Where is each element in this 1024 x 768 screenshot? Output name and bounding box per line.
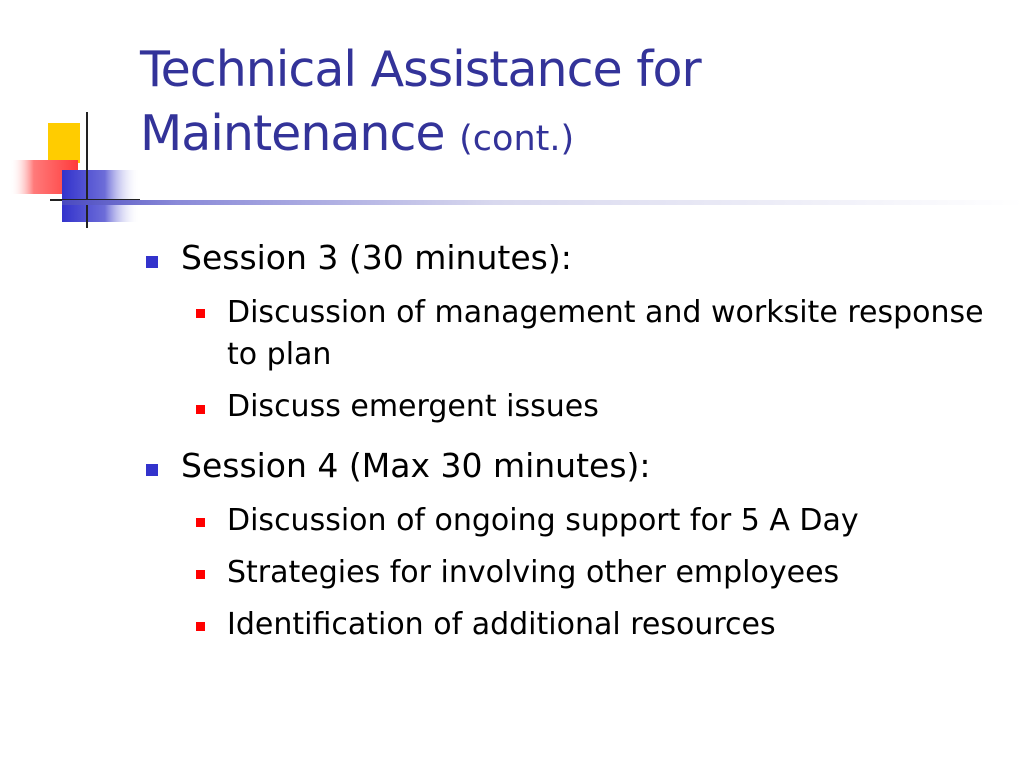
bullet-square-red [196, 622, 205, 631]
bullet-square-red [196, 309, 205, 318]
bullet-level2: Discuss emergent issues [227, 389, 599, 424]
bullet-square-red [196, 518, 205, 527]
title-main: Technical Assistance for Maintenance [140, 41, 701, 162]
bullet-square-red [196, 570, 205, 579]
bullet-square-red [196, 405, 205, 414]
bullet-square-blue [146, 464, 158, 476]
bullet-level2: Strategies for involving other employees [227, 555, 840, 590]
bullet-level2: Discussion of ongoing support for 5 A Day [227, 503, 859, 538]
title-suffix: (cont.) [459, 119, 575, 159]
bullet-level1: Session 4 (Max 30 minutes): [181, 446, 651, 485]
bullet-level2: Discussion of management and worksite response to plan [227, 295, 984, 372]
bullet-square-blue [146, 256, 158, 268]
bullet-level1: Session 3 (30 minutes): [181, 238, 572, 277]
bullet-level2: Identification of additional resources [227, 607, 776, 642]
